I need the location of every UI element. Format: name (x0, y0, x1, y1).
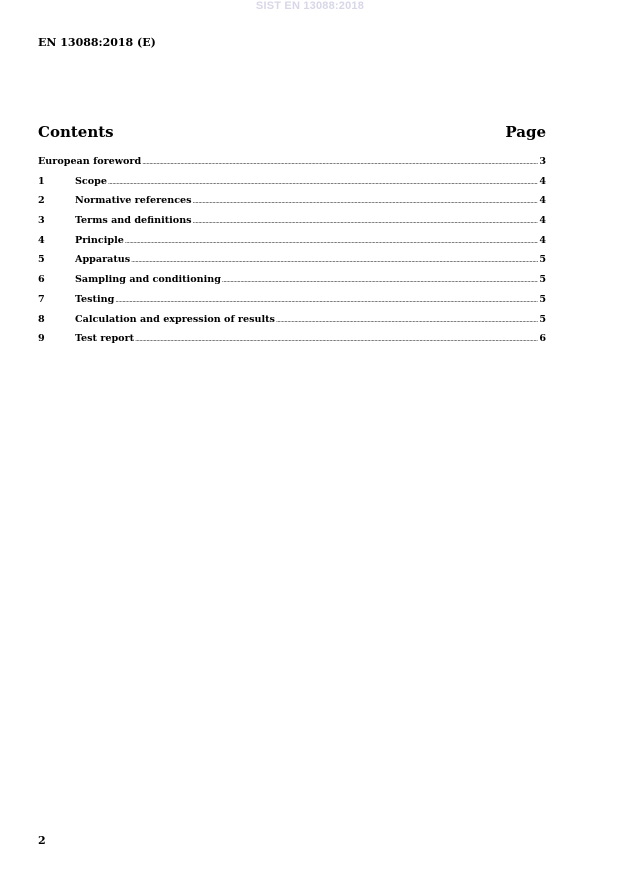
toc-entry-page: 4 (539, 215, 546, 227)
contents-heading-row (38, 123, 546, 141)
toc-entry-2[interactable] (38, 195, 546, 215)
toc-entry-page: 4 (539, 195, 546, 207)
toc-dot-leader (125, 238, 538, 245)
toc-entry-page: 6 (539, 333, 546, 345)
toc-dot-leader (108, 179, 538, 186)
toc-entry-title: Principle (75, 234, 124, 246)
toc-entry-title: Calculation and expression of results (75, 313, 275, 325)
toc-entry-title: Testing (75, 293, 115, 305)
toc-entry-number: 6 (38, 274, 45, 286)
toc-entry-7[interactable] (38, 294, 546, 314)
toc-dot-leader (276, 317, 538, 324)
toc-entry-foreword[interactable] (38, 156, 546, 176)
toc-dot-leader (131, 257, 538, 264)
toc-entry-title: Apparatus (75, 254, 131, 266)
toc-dot-leader (193, 198, 539, 205)
watermark-text: SIST EN 13088:2018 (255, 0, 365, 12)
toc-entry-number: 3 (38, 215, 45, 227)
toc-entry-5[interactable] (38, 254, 546, 274)
toc-entry-3[interactable] (38, 215, 546, 235)
toc-entry-title: Sampling and conditioning (75, 274, 221, 286)
toc-dot-leader (135, 336, 538, 343)
toc-entry-4[interactable] (38, 235, 546, 255)
toc-entry-number: 1 (38, 175, 45, 187)
toc-entry-number: 4 (38, 234, 45, 246)
toc-dot-leader (222, 277, 538, 284)
toc-entry-number: 2 (38, 195, 45, 207)
toc-entry-number: 8 (38, 313, 45, 325)
toc-entry-page: 5 (539, 254, 546, 266)
toc-entry-title: European foreword (38, 156, 142, 167)
toc-entry-title: Test report (75, 333, 135, 345)
toc-dot-leader (193, 218, 539, 225)
toc-entry-number: 7 (38, 293, 45, 305)
toc-dot-leader (115, 297, 538, 304)
table-of-contents (38, 156, 546, 353)
toc-entry-6[interactable] (38, 274, 546, 294)
document-standard-id: EN 13088:2018 (E) (38, 36, 156, 49)
toc-entry-8[interactable] (38, 314, 546, 334)
contents-title: Contents (38, 123, 114, 141)
toc-dot-leader (142, 159, 538, 166)
toc-entry-page: 5 (539, 274, 546, 286)
toc-entry-title: Scope (75, 175, 107, 187)
toc-entry-page: 5 (539, 313, 546, 325)
page-column-label: Page (505, 123, 546, 141)
toc-entry-page: 4 (539, 234, 546, 246)
page-number: 2 (38, 834, 46, 847)
toc-entry-page: 4 (539, 175, 546, 187)
toc-entry-number: 9 (38, 333, 45, 345)
toc-entry-page: 5 (539, 293, 546, 305)
toc-entry-number: 5 (38, 254, 45, 266)
toc-entry-9[interactable] (38, 333, 546, 353)
toc-entry-title: Terms and definitions (75, 215, 192, 227)
toc-entry-page: 3 (539, 156, 546, 167)
toc-entry-1[interactable] (38, 176, 546, 196)
toc-entry-title: Normative references (75, 195, 192, 207)
